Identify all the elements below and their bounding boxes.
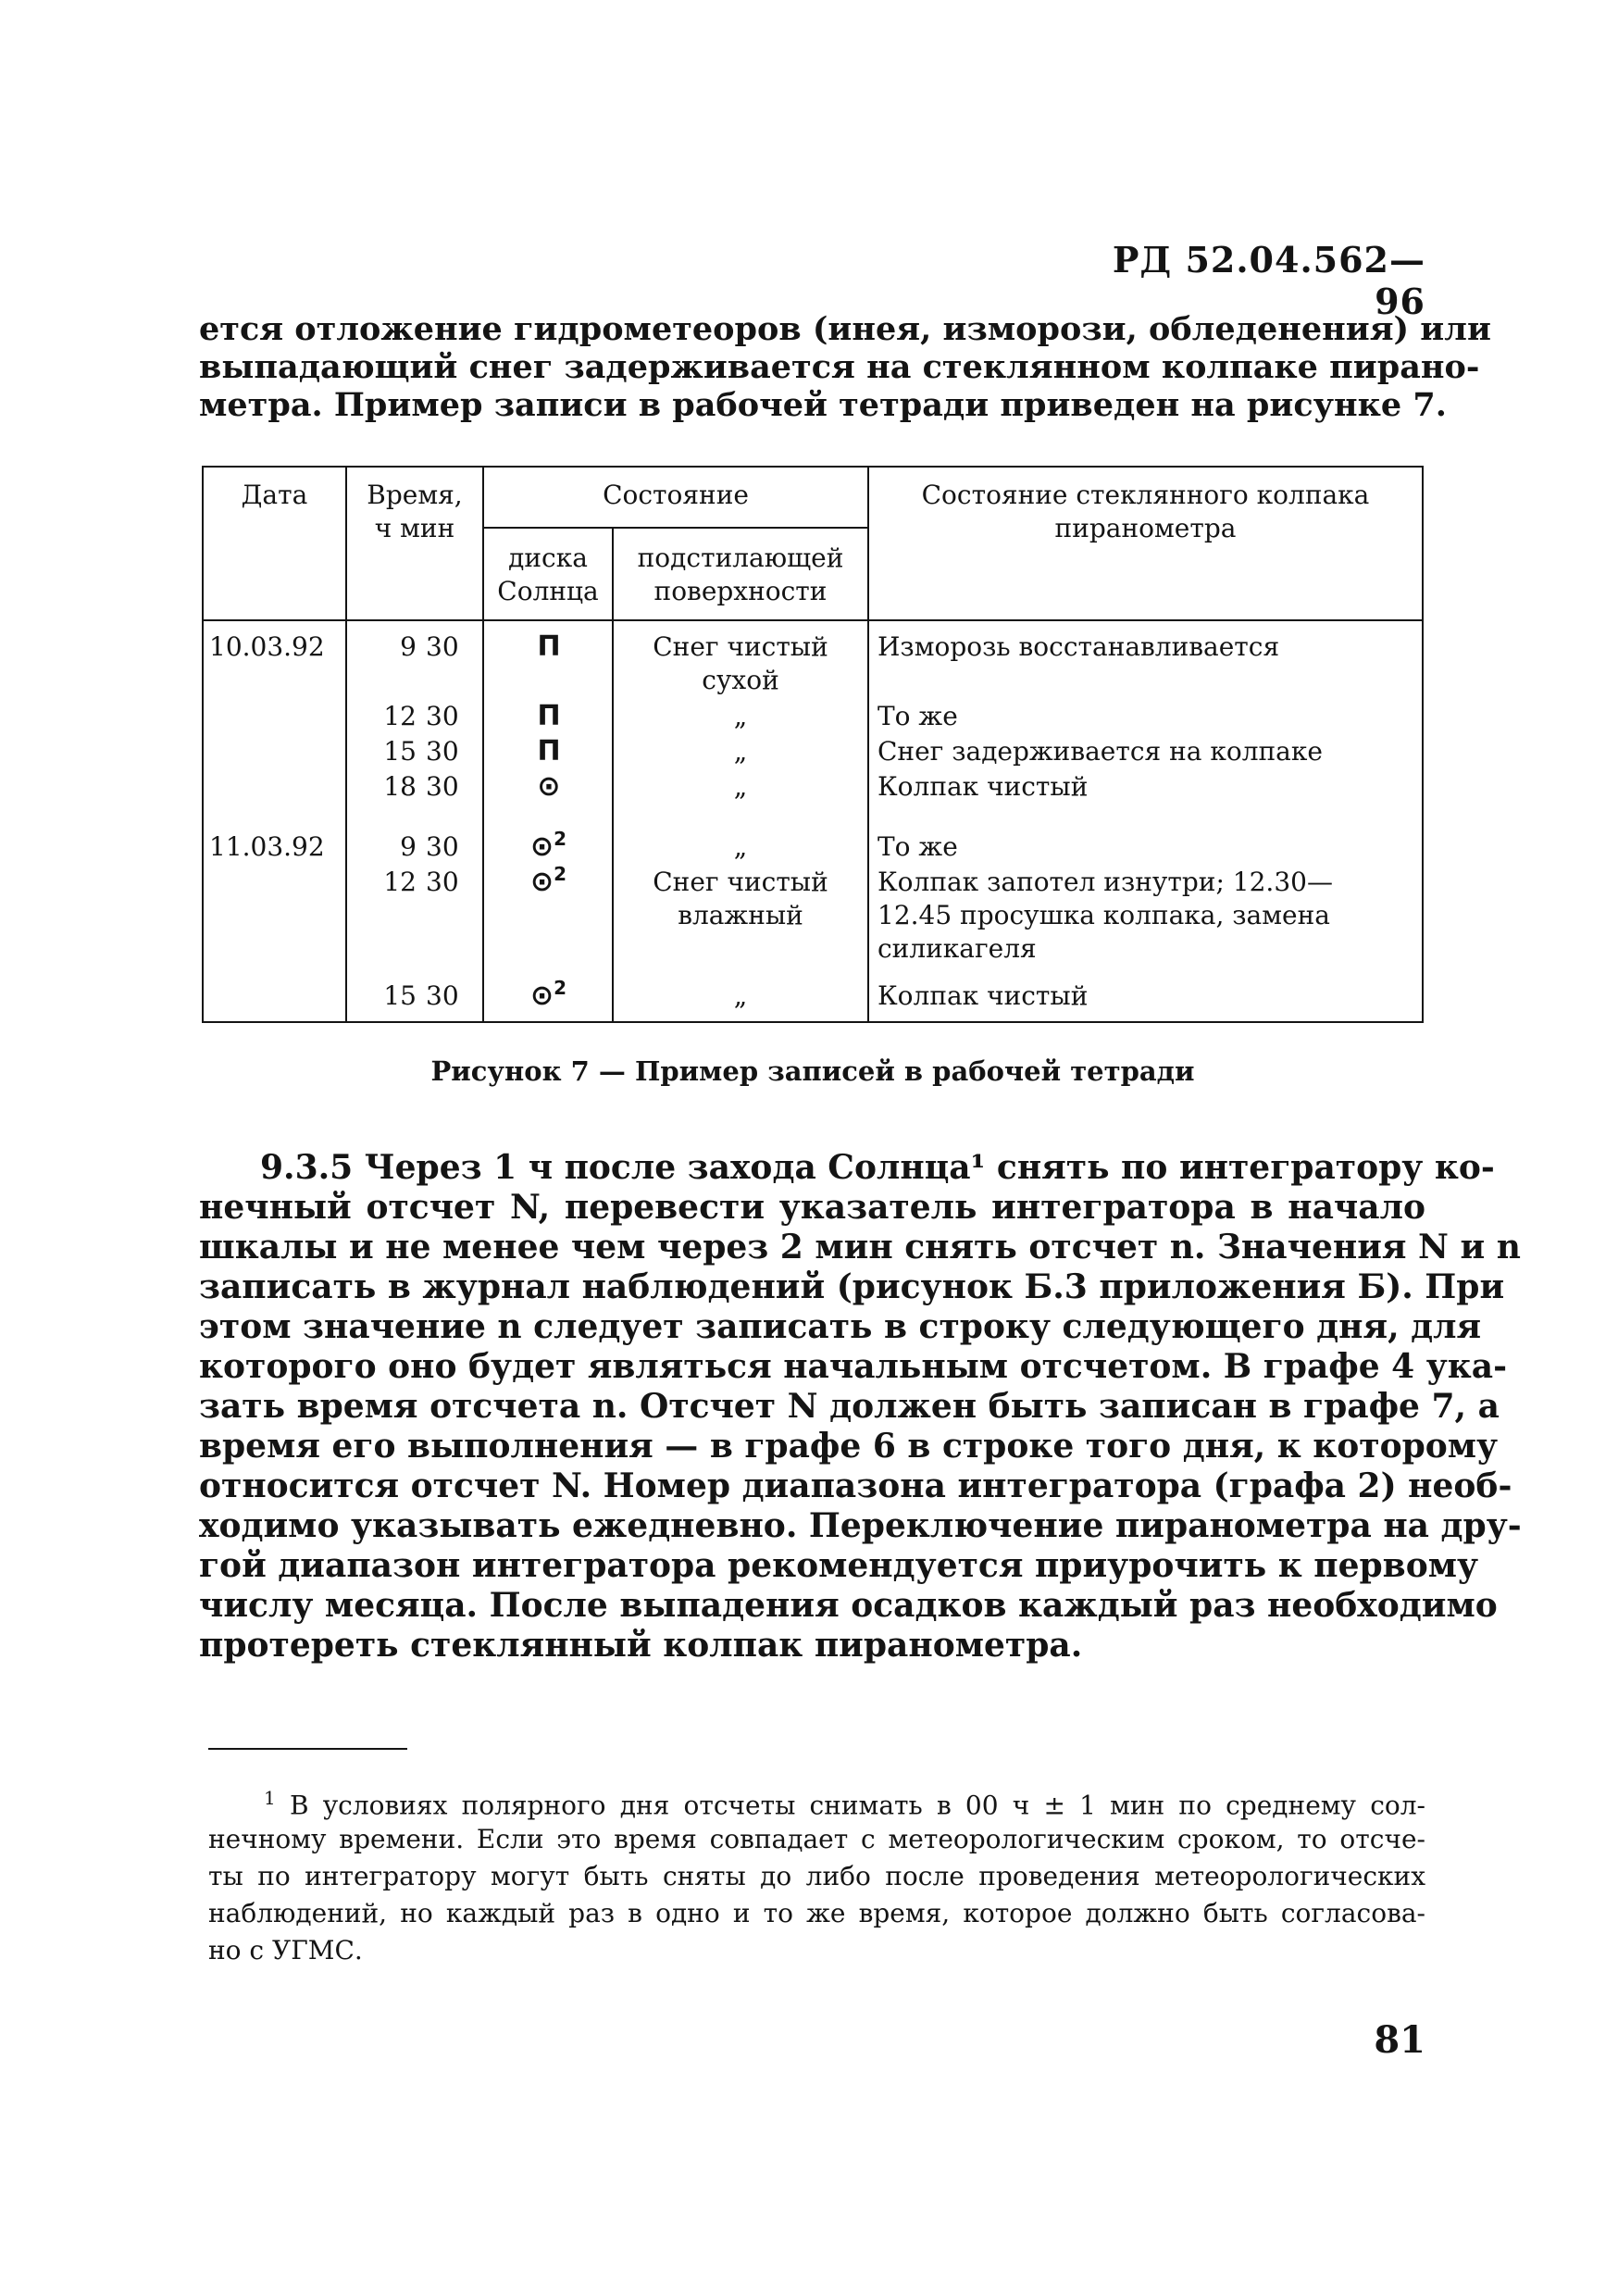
table-subheader-line	[482, 527, 867, 529]
cell-hour: 12	[383, 867, 417, 897]
text-line: нечный отсчет N, перевести указатель интегратора в начало	[199, 1188, 1425, 1227]
cell-disk-symbol: П	[537, 630, 561, 663]
cell-cap-line: 12.45 просушка колпака, замена	[877, 900, 1330, 930]
header-surface	[614, 542, 867, 608]
text-line: время его выполнения — в графе 6 в строке того дня, к которому	[199, 1427, 1499, 1466]
cell-hour: 12	[383, 701, 417, 731]
cell-date: 11.03.92	[209, 831, 325, 862]
cell-minute: 30	[426, 631, 459, 662]
footnote-line: но с УГМС.	[208, 1935, 363, 1965]
footnote-text: В условиях полярного дня отсчеты снимать в 00 ч ± 1 мин по среднему сол-	[289, 1790, 1425, 1821]
footnote-line	[208, 1787, 1425, 1824]
header-state: Состояние	[603, 480, 749, 510]
header-disk	[484, 542, 612, 608]
cell-hour: 15	[383, 980, 417, 1011]
cell-cap: Колпак чистый	[877, 771, 1089, 802]
header-time	[347, 479, 482, 545]
cell-surface: „	[733, 831, 748, 862]
cell-hour: 9	[400, 831, 417, 862]
header-cap	[869, 479, 1422, 545]
table-border-left	[202, 466, 204, 1023]
cell-hour: 15	[383, 736, 417, 767]
cell-surface: „	[733, 980, 748, 1011]
text-line: протереть стеклянный колпак пиранометра.	[199, 1626, 1083, 1665]
footnote-line: нечному времени. Если это время совпадает с метеорологическим сроком, то отсче-	[208, 1824, 1425, 1854]
cell-cap: То же	[877, 831, 958, 862]
cell-cap-line: силикагеля	[877, 933, 1037, 964]
cell-cap: Изморозь восстанавливается	[877, 631, 1280, 662]
cell-surface	[614, 630, 867, 697]
cell-minute: 30	[426, 771, 459, 802]
header-date: Дата	[241, 480, 308, 510]
cell-minute: 30	[426, 831, 459, 862]
cell-cap: Колпак чистый	[877, 980, 1089, 1011]
table-border-right	[1422, 466, 1424, 1023]
text-line: 9.3.5 Через 1 ч после захода Солнца¹ снять по интегратору ко-	[260, 1148, 1495, 1187]
cell-minute: 30	[426, 980, 459, 1011]
footnote-marker: 1	[264, 1787, 276, 1809]
footnote-line: наблюдений, но каждый раз в одно и то же время, которое должно быть согласова-	[208, 1898, 1425, 1928]
cell-surface-line: Снег чистый	[653, 867, 828, 897]
cell-cap-line: Колпак запотел изнутри; 12.30—	[877, 867, 1333, 897]
cell-date: 10.03.92	[209, 631, 325, 662]
cell-disk-symbol: П	[537, 700, 561, 732]
cell-minute: 30	[426, 701, 459, 731]
text-line: записать в журнал наблюдений (рисунок Б.3 приложения Б). При	[199, 1267, 1505, 1306]
footnote-separator	[208, 1748, 407, 1750]
cell-disk-symbol: ⊙$^2$	[530, 977, 567, 1012]
text-line: зать время отсчета n. Отсчет N должен быть записан в графе 7, а	[199, 1387, 1500, 1426]
intro-paragraph	[199, 310, 1491, 424]
cell-minute: 30	[426, 867, 459, 897]
cell-disk-symbol: ⊙$^2$	[530, 828, 567, 863]
text-line: гой диапазон интегратора рекомендуется приурочить к первому	[199, 1546, 1479, 1585]
text-line: которого оно будет являться начальным отсчетом. В графе 4 ука-	[199, 1347, 1508, 1386]
header-time-line: Время,	[367, 480, 463, 510]
cell-disk-symbol: П	[537, 735, 561, 767]
footnote-line: ты по интегратору могут быть сняты до либо после проведения метеорологических	[208, 1861, 1425, 1891]
cell-cap	[877, 866, 1333, 966]
text-line: шкалы и не менее чем через 2 мин снять отсчет n. Значения N и n	[199, 1228, 1521, 1267]
cell-disk-symbol: ⊙	[537, 770, 561, 803]
header-surface-line: поверхности	[653, 576, 828, 606]
cell-surface-line: влажный	[678, 900, 803, 930]
cell-cap: Снег задерживается на колпаке	[877, 736, 1323, 767]
footnote	[208, 1787, 1425, 1972]
cell-disk-symbol: ⊙$^2$	[530, 863, 567, 898]
text-line: выпадающий снег задерживается на стеклянном колпаке пирано-	[199, 348, 1480, 386]
cell-minute: 30	[426, 736, 459, 767]
section-9-3-5-paragraph	[199, 1148, 1522, 1666]
text-line: относится отсчет N. Номер диапазона интегратора (графа 2) необ-	[199, 1466, 1512, 1505]
header-cap-line: Состояние стеклянного колпака	[921, 480, 1370, 510]
header-disk-line: диска	[508, 543, 588, 573]
text-line: этом значение n следует записать в строку следующего дня, для	[199, 1307, 1482, 1346]
text-line: числу месяца. После выпадения осадков каждый раз необходимо	[199, 1586, 1498, 1625]
header-surface-line: подстилающей	[637, 543, 844, 573]
cell-surface: „	[733, 771, 748, 802]
text-line: ется отложение гидрометеоров (инея, изморози, обледенения) или	[199, 310, 1491, 348]
header-cap-line: пиранометра	[1054, 513, 1237, 543]
cell-surface	[614, 866, 867, 932]
cell-hour: 9	[400, 631, 417, 662]
table-header-line	[202, 619, 1424, 621]
table-border-top	[202, 466, 1424, 468]
cell-surface: „	[733, 701, 748, 731]
table-border-bottom	[202, 1021, 1424, 1023]
text-line: метра. Пример записи в рабочей тетради приведен на рисунке 7.	[199, 386, 1447, 424]
figure-caption: Рисунок 7 — Пример записей в рабочей тетради	[430, 1055, 1195, 1087]
cell-surface-line: сухой	[702, 665, 779, 695]
document-code: РД 52.04.562—96	[1112, 239, 1425, 322]
header-disk-line: Солнца	[497, 576, 599, 606]
table-col-divider	[345, 466, 347, 1023]
cell-surface-line: Снег чистый	[653, 631, 828, 662]
figure-7-table	[202, 466, 1424, 1023]
table-col-divider	[867, 466, 869, 1023]
cell-surface: „	[733, 736, 748, 767]
cell-cap: То же	[877, 701, 958, 731]
page-number: 81	[1374, 2018, 1425, 2062]
cell-hour: 18	[383, 771, 417, 802]
header-time-line: ч мин	[374, 513, 455, 543]
text-line: ходимо указывать ежедневно. Переключение пиранометра на дру-	[199, 1506, 1522, 1545]
